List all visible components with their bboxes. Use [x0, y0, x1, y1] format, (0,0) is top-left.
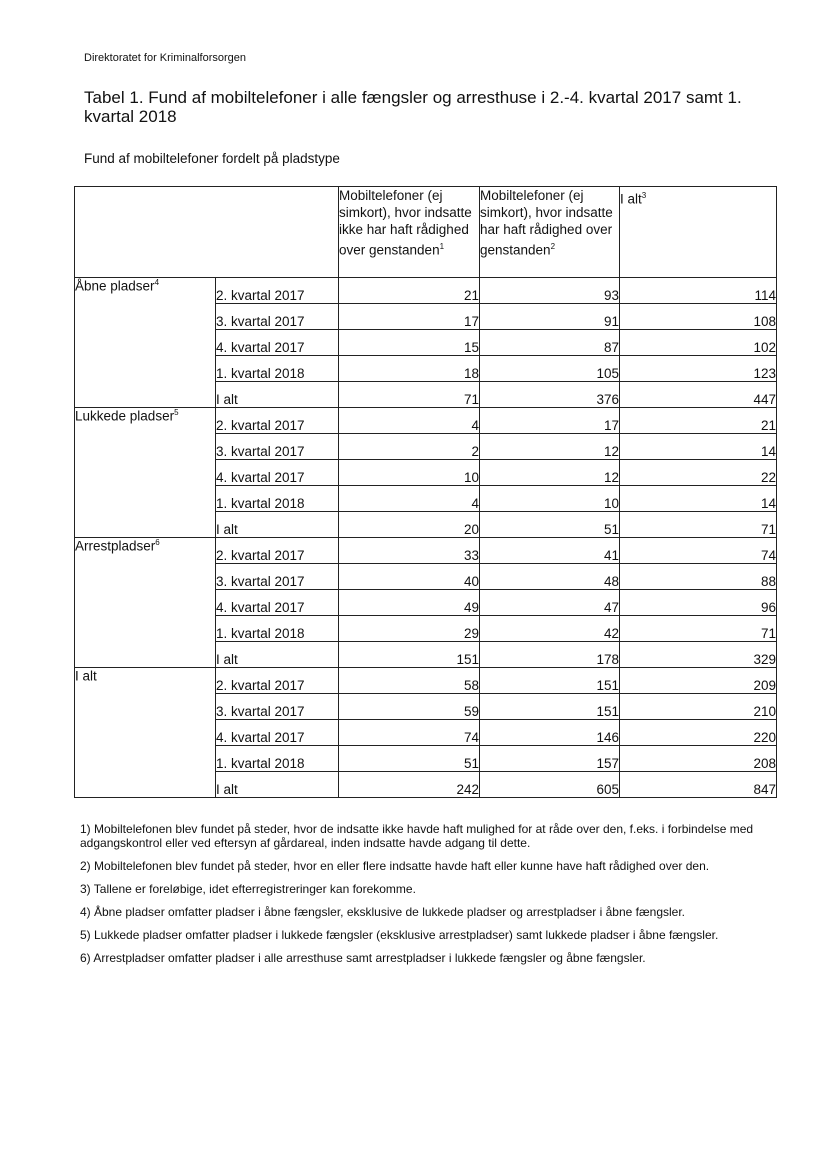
category-cell [75, 668, 216, 798]
value-available-cell: 105 [480, 356, 620, 382]
value-not-available-cell: 33 [339, 538, 480, 564]
value-available-cell: 12 [480, 434, 620, 460]
header-not-available: Mobiltelefoner (ej simkort), hvor indsatte ikke har haft rådighed over genstanden$^1$ [339, 187, 480, 278]
value-not-available-cell: 151 [339, 642, 480, 668]
value-total-cell: 21 [620, 408, 777, 434]
period-cell: 3. kvartal 2017 [216, 694, 339, 720]
value-total-cell: 447 [620, 382, 777, 408]
period-cell: 2. kvartal 2017 [216, 538, 339, 564]
value-total-cell: 209 [620, 668, 777, 694]
value-not-available-cell: 51 [339, 746, 480, 772]
value-not-available-cell: 21 [339, 278, 480, 304]
period-cell: 2. kvartal 2017 [216, 278, 339, 304]
footnote: 4) Åbne pladser omfatter pladser i åbne fængsler, eksklusive de lukkede pladser og arrestpladser i åbne fængsler. [80, 905, 686, 919]
value-available-cell: 146 [480, 720, 620, 746]
table-title: Tabel 1. Fund af mobiltelefoner i alle fængsler og arresthuse i 2.-4. kvartal 2017 samt 1. kvartal 2018 [84, 88, 742, 126]
value-not-available-cell: 17 [339, 304, 480, 330]
value-available-cell: 178 [480, 642, 620, 668]
value-not-available-cell: 4 [339, 408, 480, 434]
category-cell [75, 278, 216, 408]
period-cell: 3. kvartal 2017 [216, 434, 339, 460]
value-total-cell: 71 [620, 512, 777, 538]
value-total-cell: 114 [620, 278, 777, 304]
category-cell [75, 538, 216, 668]
header-total: I alt$^3$ [620, 187, 777, 278]
table-row [75, 408, 777, 434]
period-cell: 4. kvartal 2017 [216, 330, 339, 356]
value-not-available-cell: 242 [339, 772, 480, 798]
category-label: Åbne pladser [75, 278, 155, 294]
table-row [75, 278, 777, 304]
table-subtitle: Fund af mobiltelefoner fordelt på pladstype [84, 151, 340, 166]
table-row [75, 668, 777, 694]
value-available-cell: 10 [480, 486, 620, 512]
footnote: 3) Tallene er foreløbige, idet efterregistreringer kan forekomme. [80, 882, 416, 896]
period-cell: 1. kvartal 2018 [216, 486, 339, 512]
value-total-cell: 208 [620, 746, 777, 772]
category-footnote-ref: 6 [155, 538, 160, 547]
value-not-available-cell: 29 [339, 616, 480, 642]
period-cell: 1. kvartal 2018 [216, 356, 339, 382]
value-not-available-cell: 49 [339, 590, 480, 616]
value-total-cell: 14 [620, 434, 777, 460]
footnote: 6) Arrestpladser omfatter pladser i alle arresthuse samt arrestpladser i lukkede fængsler og åbne fængsler. [80, 951, 646, 965]
value-not-available-cell: 4 [339, 486, 480, 512]
period-cell: 1. kvartal 2018 [216, 616, 339, 642]
value-available-cell: 605 [480, 772, 620, 798]
period-cell: I alt [216, 772, 339, 798]
value-total-cell: 847 [620, 772, 777, 798]
value-not-available-cell: 18 [339, 356, 480, 382]
value-total-cell: 22 [620, 460, 777, 486]
period-cell: 4. kvartal 2017 [216, 460, 339, 486]
period-cell: I alt [216, 642, 339, 668]
period-cell: 1. kvartal 2018 [216, 746, 339, 772]
value-not-available-cell: 15 [339, 330, 480, 356]
period-cell: 2. kvartal 2017 [216, 668, 339, 694]
category-label: Lukkede pladser [75, 408, 175, 424]
footnotes [80, 822, 770, 974]
value-total-cell: 220 [620, 720, 777, 746]
footnote: 1) Mobiltelefonen blev fundet på steder, hvor de indsatte ikke havde haft mulighed for at råde over den, f.eks. i forbindelse med adgangskontrol eller ved eftersyn af gårdareal, inden indsatte havde adgang til dette. [80, 822, 754, 850]
value-available-cell: 87 [480, 330, 620, 356]
category-footnote-ref: 5 [174, 408, 179, 417]
category-label: Arrestpladser [75, 538, 156, 554]
value-available-cell: 376 [480, 382, 620, 408]
value-available-cell: 42 [480, 616, 620, 642]
value-available-cell: 48 [480, 564, 620, 590]
period-cell: 2. kvartal 2017 [216, 408, 339, 434]
header-row [75, 187, 777, 278]
value-total-cell: 71 [620, 616, 777, 642]
value-total-cell: 88 [620, 564, 777, 590]
value-total-cell: 329 [620, 642, 777, 668]
footnote: 2) Mobiltelefonen blev fundet på steder, hvor en eller flere indsatte havde haft eller kunne have haft rådighed over den. [80, 859, 710, 873]
value-not-available-cell: 59 [339, 694, 480, 720]
header-corner [75, 187, 339, 278]
table-body [75, 278, 777, 798]
value-available-cell: 151 [480, 668, 620, 694]
category-footnote-ref: 4 [154, 278, 160, 287]
period-cell: I alt [216, 382, 339, 408]
value-available-cell: 12 [480, 460, 620, 486]
category-label: I alt [75, 668, 97, 684]
value-not-available-cell: 10 [339, 460, 480, 486]
period-cell: 3. kvartal 2017 [216, 564, 339, 590]
value-not-available-cell: 20 [339, 512, 480, 538]
table-row [75, 538, 777, 564]
value-available-cell: 157 [480, 746, 620, 772]
value-not-available-cell: 2 [339, 434, 480, 460]
value-not-available-cell: 40 [339, 564, 480, 590]
value-total-cell: 123 [620, 356, 777, 382]
value-available-cell: 91 [480, 304, 620, 330]
period-cell: 3. kvartal 2017 [216, 304, 339, 330]
value-available-cell: 51 [480, 512, 620, 538]
period-cell: I alt [216, 512, 339, 538]
value-available-cell: 93 [480, 278, 620, 304]
value-total-cell: 102 [620, 330, 777, 356]
value-total-cell: 14 [620, 486, 777, 512]
header-available: Mobiltelefoner (ej simkort), hvor indsatte har haft rådighed over genstanden$^2$ [480, 187, 620, 278]
organization-name: Direktoratet for Kriminalforsorgen [84, 52, 247, 64]
category-cell [75, 408, 216, 538]
footnote: 5) Lukkede pladser omfatter pladser i lukkede fængsler (eksklusive arrestpladser) samt lukkede pladser i åbne fængsler. [80, 928, 719, 942]
value-not-available-cell: 74 [339, 720, 480, 746]
period-cell: 4. kvartal 2017 [216, 720, 339, 746]
value-available-cell: 41 [480, 538, 620, 564]
value-not-available-cell: 58 [339, 668, 480, 694]
value-not-available-cell: 71 [339, 382, 480, 408]
value-available-cell: 151 [480, 694, 620, 720]
value-total-cell: 74 [620, 538, 777, 564]
value-total-cell: 210 [620, 694, 777, 720]
period-cell: 4. kvartal 2017 [216, 590, 339, 616]
value-total-cell: 108 [620, 304, 777, 330]
phone-finds-table [74, 186, 777, 798]
value-available-cell: 17 [480, 408, 620, 434]
value-total-cell: 96 [620, 590, 777, 616]
value-available-cell: 47 [480, 590, 620, 616]
